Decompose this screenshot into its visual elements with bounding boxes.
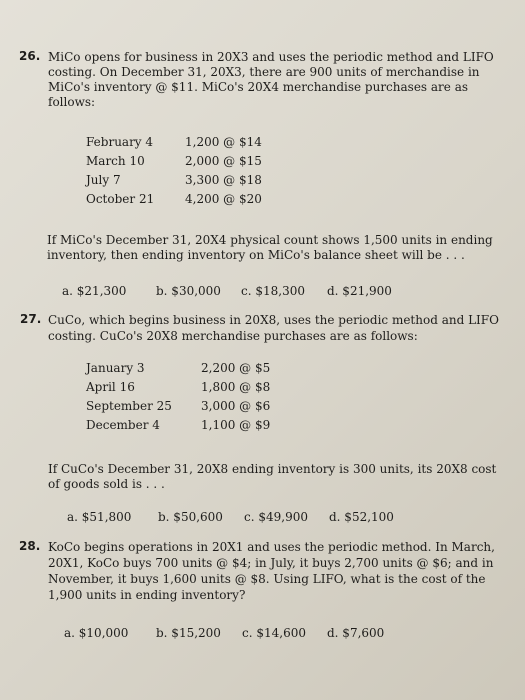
purchase-row — [86, 416, 270, 435]
answer-choice: d. $21,900 — [327, 284, 392, 298]
purchase-date: December 4 — [86, 418, 160, 432]
purchase-date: April 16 — [86, 380, 135, 394]
purchase-quantity: 4,200 @ $20 — [185, 192, 262, 206]
question-28-text-line: 1,900 units in ending inventory? — [48, 588, 246, 602]
question-27-choices — [67, 510, 394, 524]
question-27-prompt-line: If CuCo's December 31, 20X8 ending inventory is 300 units, its 20X8 cost — [48, 462, 497, 476]
question-26-prompt-line: If MiCo's December 31, 20X4 physical count shows 1,500 units in ending — [47, 233, 493, 247]
answer-choice: c. $18,300 — [241, 284, 305, 298]
purchase-row — [86, 378, 270, 397]
answer-choice: d. $52,100 — [329, 510, 394, 524]
purchase-date: January 3 — [86, 361, 145, 375]
answer-choice: b. $50,600 — [158, 510, 223, 524]
question-28-text-line: 20X1, KoCo buys 700 units @ $4; in July, it buys 2,700 units @ $6; and in — [48, 556, 494, 570]
question-26-number: 26. — [19, 49, 41, 63]
purchase-row — [86, 152, 262, 171]
question-27-text-line: CuCo, which begins business in 20X8, uses the periodic method and LIFO — [48, 313, 499, 327]
answer-choice: d. $7,600 — [327, 626, 385, 640]
answer-choice: b. $30,000 — [156, 284, 221, 298]
question-26-text-line: MiCo's inventory @ $11. MiCo's 20X4 merchandise purchases are as — [48, 80, 469, 94]
purchase-date: October 21 — [86, 192, 155, 206]
question-26-text-line: costing. On December 31, 20X3, there are 900 units of merchandise in — [48, 65, 480, 79]
question-27-text-line: costing. CuCo's 20X8 merchandise purchases are as follows: — [48, 329, 418, 343]
purchase-quantity: 2,000 @ $15 — [185, 154, 262, 168]
purchase-date: February 4 — [86, 135, 154, 149]
question-27-number: 27. — [20, 312, 42, 326]
purchase-row — [86, 397, 270, 416]
purchase-quantity: 2,200 @ $5 — [201, 361, 271, 375]
answer-choice: c. $49,900 — [244, 510, 308, 524]
question-27-purchase-table — [86, 359, 270, 435]
answer-choice: a. $10,000 — [64, 626, 129, 640]
purchase-quantity: 3,300 @ $18 — [185, 173, 262, 187]
purchase-date: March 10 — [86, 154, 145, 168]
purchase-quantity: 1,200 @ $14 — [185, 135, 262, 149]
question-28-text-line: KoCo begins operations in 20X1 and uses the periodic method. In March, — [48, 540, 495, 554]
question-26-prompt-line: inventory, then ending inventory on MiCo's balance sheet will be . . . — [47, 248, 465, 262]
question-26-purchase-table — [86, 133, 262, 209]
purchase-quantity: 1,100 @ $9 — [201, 418, 271, 432]
question-28-number: 28. — [19, 539, 41, 553]
question-26-choices — [62, 284, 392, 298]
answer-choice: c. $14,600 — [242, 626, 306, 640]
purchase-row — [86, 171, 262, 190]
question-26-text-line: follows: — [48, 95, 96, 109]
purchase-date: September 25 — [86, 399, 172, 413]
question-28-text-line: November, it buys 1,600 units @ $8. Using LIFO, what is the cost of the — [48, 572, 486, 586]
purchase-quantity: 1,800 @ $8 — [201, 380, 271, 394]
answer-choice: a. $51,800 — [67, 510, 132, 524]
purchase-row — [86, 133, 262, 152]
purchase-row — [86, 190, 262, 209]
purchase-date: July 7 — [86, 173, 121, 187]
question-28-choices — [64, 626, 384, 640]
question-26-text-line: MiCo opens for business in 20X3 and uses the periodic method and LIFO — [48, 50, 494, 64]
answer-choice: a. $21,300 — [62, 284, 127, 298]
purchase-row — [86, 359, 270, 378]
answer-choice: b. $15,200 — [156, 626, 221, 640]
question-27-prompt-line: of goods sold is . . . — [48, 477, 165, 491]
purchase-quantity: 3,000 @ $6 — [201, 399, 271, 413]
